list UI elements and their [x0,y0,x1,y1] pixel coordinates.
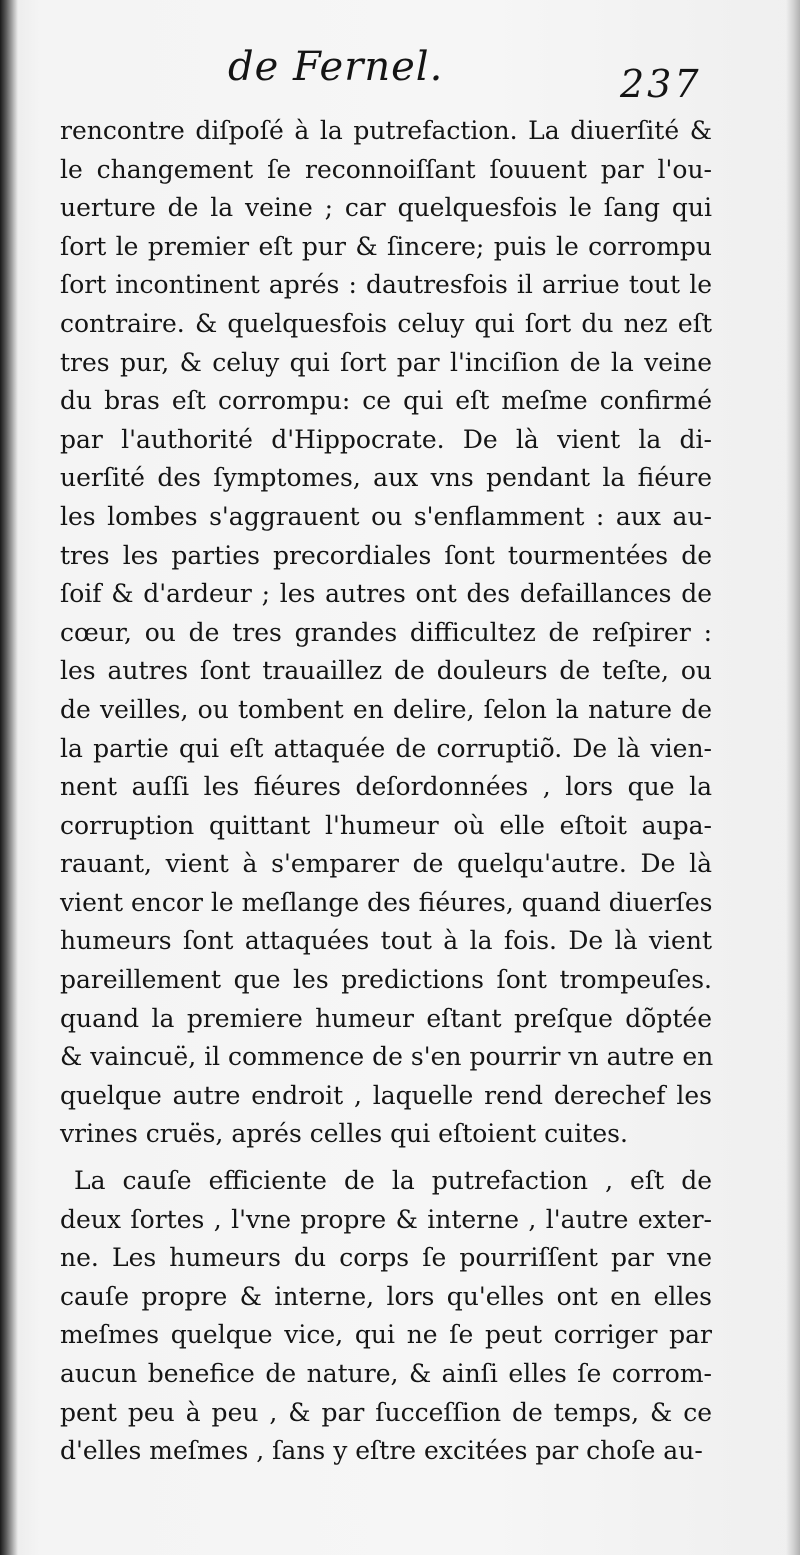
page-edge [786,0,800,1555]
text-line: tres les parties precordiales ſont tourmentées de [60,540,712,570]
text-line: cœur, ou de tres grandes difficultez de reſpirer : [60,617,712,647]
text-line: la partie qui eſt attaquée de corruptiõ. De là vien- [60,733,712,763]
text-line: ſort le premier eſt pur & ſincere; puis le corrompu [60,231,712,261]
page-gutter [0,0,18,1555]
text-line: La cauſe efficiente de la putrefaction , eſt de [74,1166,712,1196]
text-line: rencontre diſpoſé à la putrefaction. La diuerſité & [60,116,712,145]
text-line: pent peu à peu , & par ſucceſſion de temps, & ce [60,1397,712,1427]
text-line: ne. Les humeurs du corps ſe pourriſſent par vne [60,1243,712,1273]
text-line: quand la premiere humeur eſtant preſque dõptée [60,1003,712,1033]
text-line: les autres ſont trauaillez de douleurs de teſte, ou [60,656,712,686]
text-line: uerſité des ſymptomes, aux vns pendant la fiéure [60,463,712,493]
text-line: le changement ſe reconnoiſſant ſouuent par l'ou- [60,154,712,184]
text-line: ſoif & d'ardeur ; les autres ont des defaillances de [60,579,712,609]
text-line: cauſe propre & interne, lors qu'elles ont en elles [60,1281,712,1311]
text-line: quelque autre endroit , laquelle rend derechef les [60,1080,712,1110]
paragraph-1 [60,112,712,1154]
body-text [60,112,712,1471]
text-line: nent auſſi les fiéures deſordonnées , lors que la [60,772,712,802]
text-line: contraire. & quelquesfois celuy qui ſort du nez eſt [60,308,712,338]
text-line: pareillement que les predictions ſont trompeuſes. [60,965,712,995]
text-line: uerture de la veine ; car quelquesfois le ſang qui [60,193,712,223]
text-line: vient encor le meſlange des fiéures, quand diuerſes [60,887,713,917]
page-header [0,44,800,108]
text-line: deux ſortes , l'vne propre & interne , l'autre exter- [60,1204,712,1234]
text-line: par l'authorité d'Hippocrate. De là vient la di- [60,424,712,454]
paragraph-gap [60,1154,712,1162]
text-line: d'elles meſmes , ſans y eſtre excitées par choſe au- [60,1436,703,1466]
paragraph-2 [60,1162,712,1471]
running-title: de Fernel. [228,44,444,90]
text-line: tres pur, & celuy qui ſort par l'inciſion de la veine [60,347,712,377]
text-line: vrines cruës, aprés celles qui eſtoient cuites. [60,1119,628,1149]
text-line: de veilles, ou tombent en delire, ſelon la nature de [60,694,712,724]
text-line: corruption quittant l'humeur où elle eſtoit aupa- [60,810,712,840]
page-number: 237 [620,62,702,106]
text-line: humeurs ſont attaquées tout à la fois. De là vient [60,926,712,956]
text-line: aucun benefice de nature, & ainſi elles ſe corrom- [60,1359,712,1388]
text-line: & vaincuë, il commence de s'en pourrir vn autre en [60,1042,714,1072]
text-line: meſmes quelque vice, qui ne ſe peut corriger par [60,1320,712,1350]
text-line: ſort incontinent aprés : dautresfois il arriue tout le [60,270,712,300]
text-line: les lombes s'aggrauent ou s'enflamment : aux au- [60,501,712,531]
text-line: rauant, vient à s'emparer de quelqu'autre. De là [60,849,712,879]
text-line: du bras eſt corrompu: ce qui eſt meſme confirmé [60,386,712,416]
